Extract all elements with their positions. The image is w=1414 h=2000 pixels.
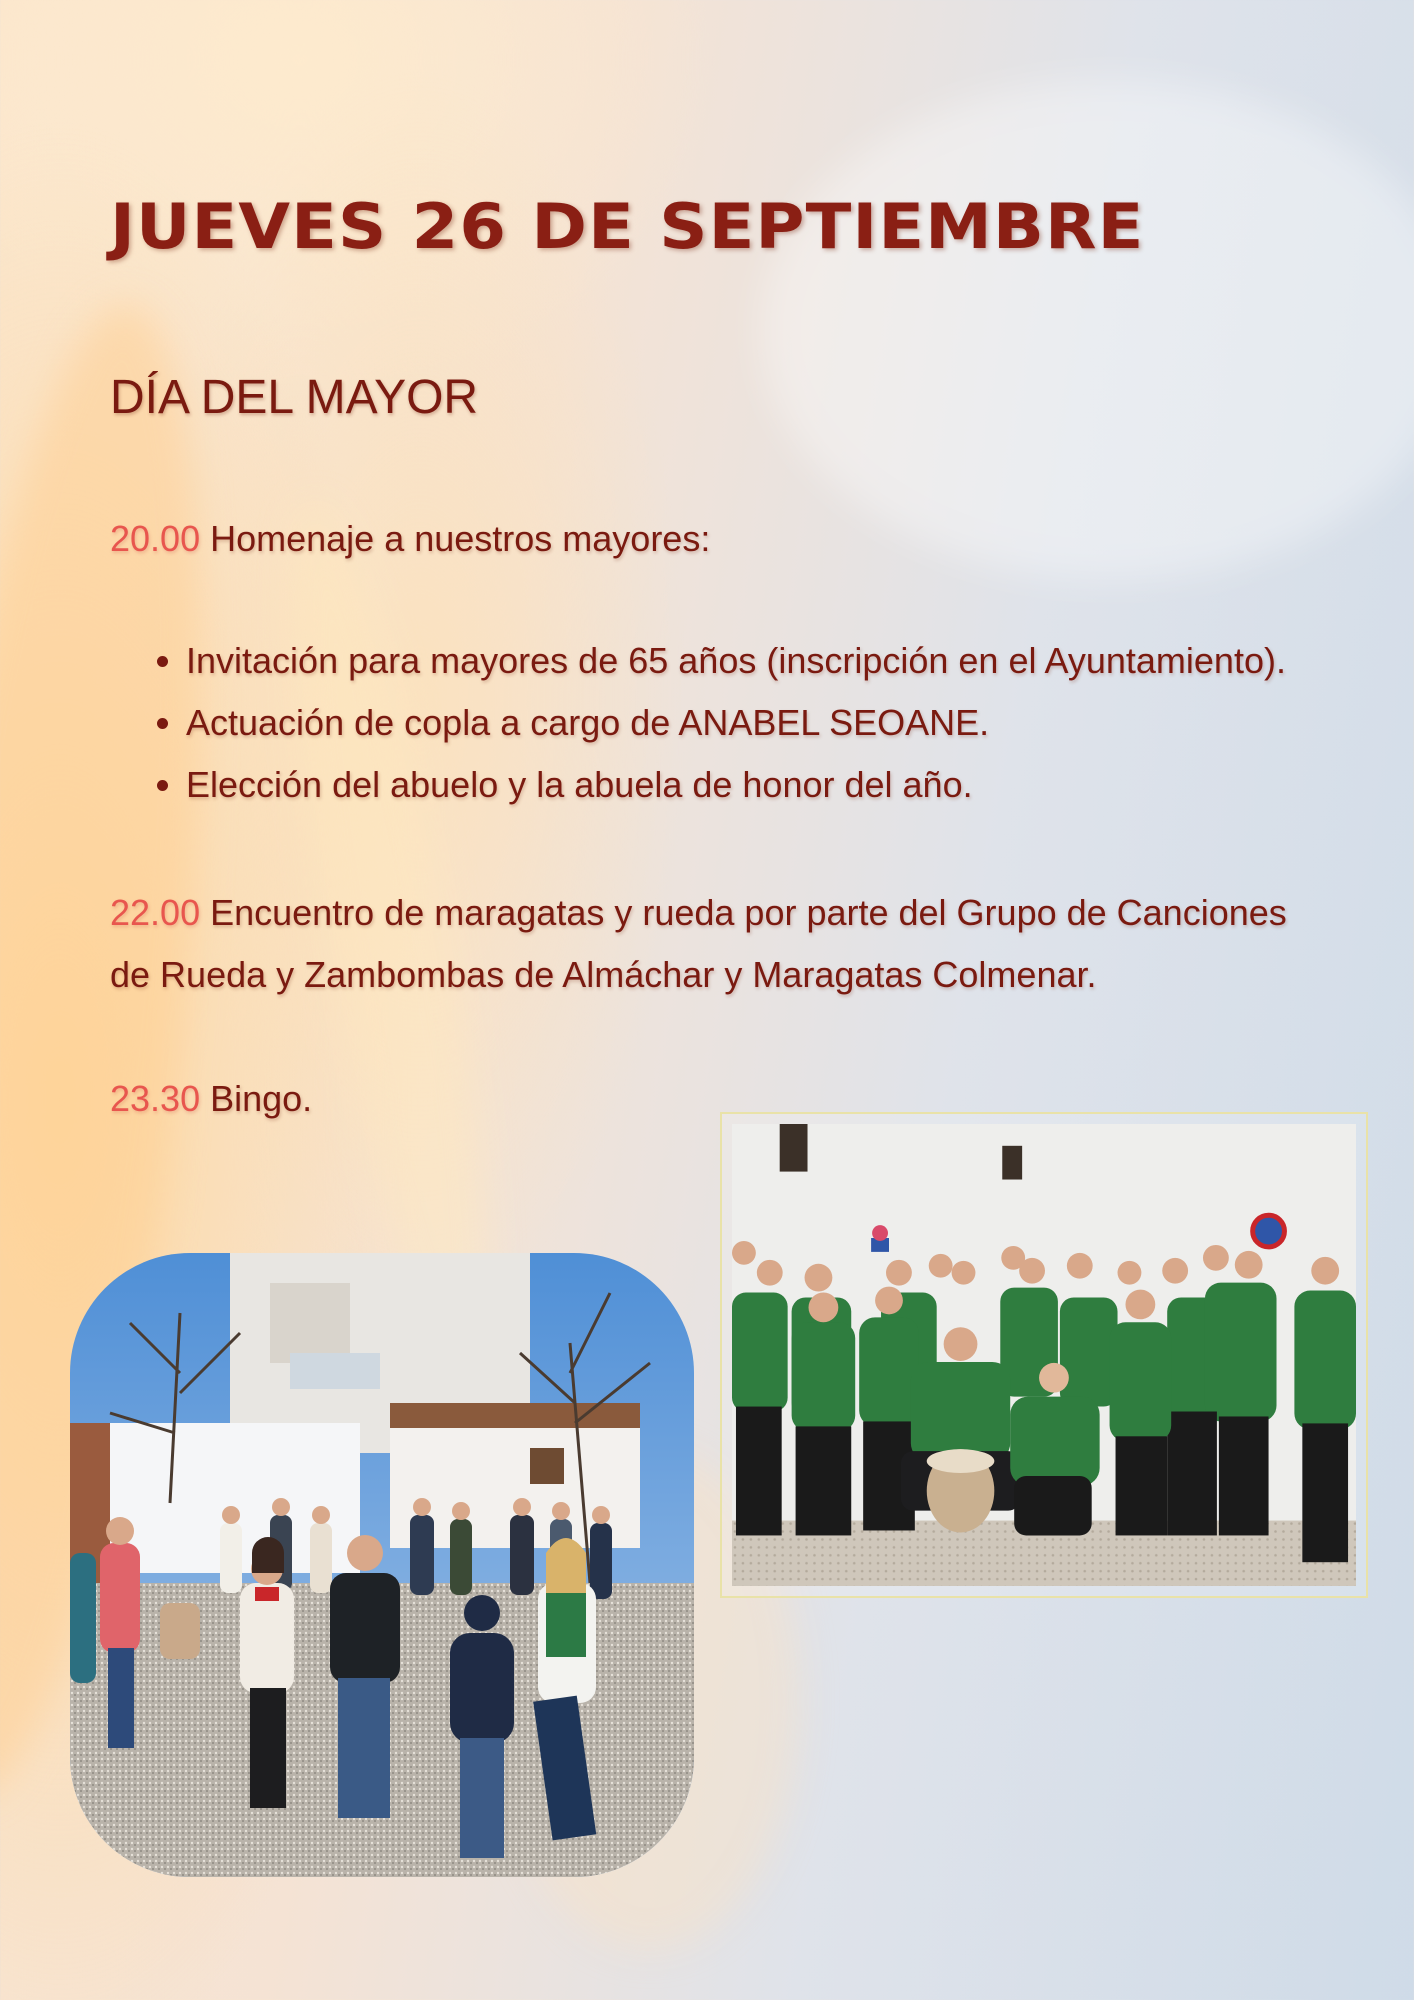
bullet-item: • Elección del abuelo y la abuela de honor del año. [186,754,1286,816]
bullet-item: • Invitación para mayores de 65 años (inscripción en el Ayuntamiento). [186,630,1286,692]
schedule-text-1: Homenaje a nuestros mayores: [200,518,711,559]
background-light-streak [760,80,1414,580]
schedule-text-2: Encuentro de maragatas y rueda por parte del Grupo de Canciones de Rueda y Zambombas de Almáchar y Maragatas Colmenar. [110,892,1287,995]
event-title: DÍA DEL MAYOR [110,371,479,424]
bullet-item: • Actuación de copla a cargo de ANABEL SEOANE. [186,692,1286,754]
schedule-time-1: 20.00 [110,518,201,559]
dance-photo-illustration [70,1253,694,1877]
schedule-item-1 [110,508,710,570]
schedule-item-3 [110,1068,312,1130]
bullet-list [110,630,1286,816]
schedule-text-3: Bingo. [200,1078,313,1119]
schedule-time-2: 22.00 [110,892,201,933]
day-heading: JUEVES 26 DE SEPTIEMBRE [110,190,1145,263]
dance-photo [70,1253,694,1877]
schedule-time-3: 23.30 [110,1078,201,1119]
choir-photo-illustration [732,1124,1356,1586]
schedule-item-2 [110,882,1300,1006]
choir-photo [720,1112,1368,1598]
